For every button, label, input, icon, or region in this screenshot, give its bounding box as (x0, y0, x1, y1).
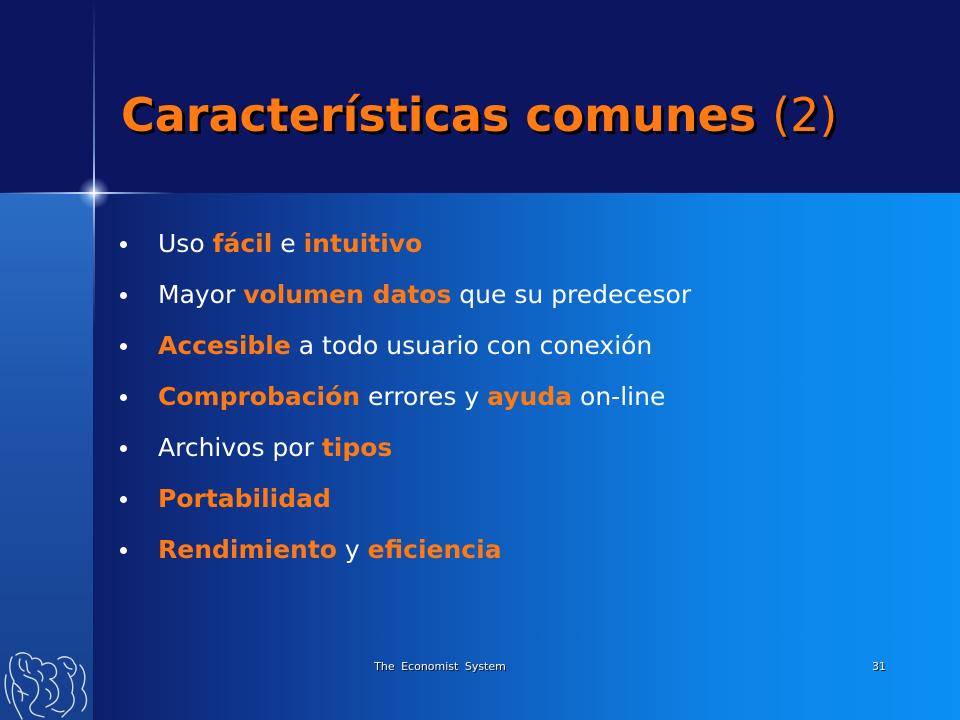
bullet-segment: Mayor (158, 280, 244, 309)
bullet-dot-icon (120, 343, 127, 350)
bullet-highlight: volumen datos (243, 280, 452, 309)
bullet-highlight: Rendimiento (158, 535, 337, 564)
page-number: 31 (872, 660, 886, 673)
bullet-dot-icon (120, 496, 127, 503)
bullet-dot-icon (120, 394, 127, 401)
sparkle-glow (78, 177, 110, 209)
bullet-segment: e (272, 229, 304, 258)
bullet-text (158, 528, 502, 572)
lion-logo-icon (2, 645, 92, 720)
bullet-text (158, 324, 652, 368)
footer-text: The Economist System (374, 660, 506, 673)
slide-title-suffix: (2) (772, 88, 838, 142)
bullet-segment: errores y (360, 382, 488, 411)
bullet-highlight: ayuda (487, 382, 573, 411)
bullet-highlight: Portabilidad (158, 484, 331, 513)
bullet-dot-icon (120, 445, 127, 452)
bullet-segment: on-line (572, 382, 666, 411)
bullet-dot-icon (120, 241, 127, 248)
bullet-segment: a todo usuario con conexión (290, 331, 653, 360)
bullet-text (158, 426, 392, 470)
bullet-text (158, 375, 665, 419)
bullet-segment: que su predecesor (451, 280, 692, 309)
bullet-segment: Archivos por (158, 433, 322, 462)
left-strip (0, 193, 93, 720)
bullet-highlight: eficiencia (367, 535, 502, 564)
bullet-text (158, 222, 422, 266)
bullet-dot-icon (120, 547, 127, 554)
bullet-text (158, 477, 331, 521)
bullet-dot-icon (120, 292, 127, 299)
slide-title (121, 88, 837, 142)
bullet-text (158, 273, 691, 317)
bullet-highlight: Accesible (158, 331, 291, 360)
bullet-highlight: intuitivo (303, 229, 423, 258)
sparkle-vertical-line (93, 0, 95, 330)
bullet-segment: y (336, 535, 368, 564)
bullet-segment: Uso (158, 229, 213, 258)
slide-title-main: Características comunes (121, 88, 757, 142)
bullet-highlight: Comprobación (158, 382, 361, 411)
bullet-highlight: tipos (321, 433, 393, 462)
bullet-highlight: fácil (212, 229, 273, 258)
